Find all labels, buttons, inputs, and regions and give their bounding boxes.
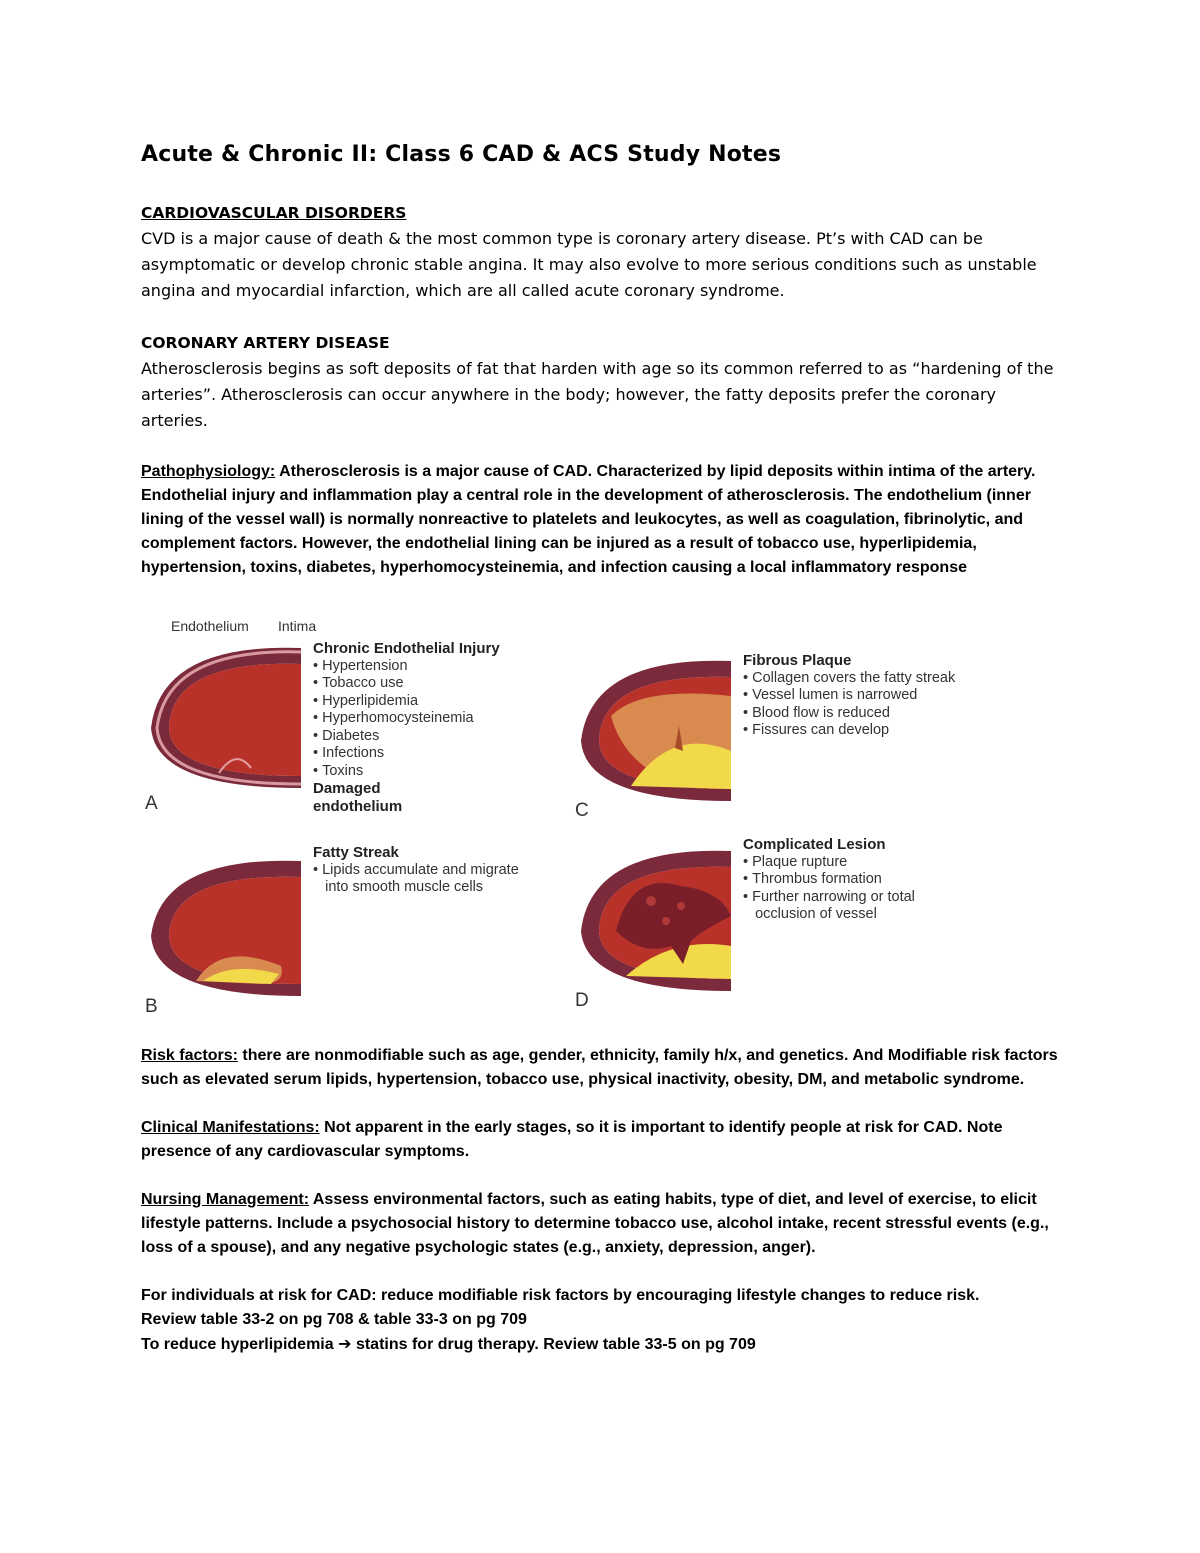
vessel-illustration-a [141,638,311,793]
list-item: • Hyperlipidemia [313,693,500,711]
at-risk-line: For individuals at risk for CAD: reduce modifiable risk factors by encouraging lifestyle changes to reduce risk. [141,1287,980,1304]
hyperlipidemia-line [141,1332,1061,1357]
panel-a-callout-line1: Damaged [313,780,381,797]
right-arrow-icon: ➔ [338,1334,352,1353]
pathophysiology-text: Atherosclerosis is a major cause of CAD. Characterized by lipid deposits within intima of the artery. Endothelial injury and inflammation play a central role in the development of atherosclerosis. The endothelium (inner lining of the vessel wall) is normally nonreactive to platelets and leukocytes, as well as coagulation, fibrinolytic, and complement factors. However, the endothelial lining can be injured as a result of tobacco use, hyperlipidemia, hypertension, toxins, diabetes, hyperhomocysteinemia, and infection causing a local inflammatory response [141,463,1036,576]
atherosclerosis-figure [141,618,1061,1018]
label-endothelium: Endothelium [171,618,249,634]
panel-letter-d: D [575,990,589,1011]
list-item: • Thrombus formation [743,871,915,889]
hyperlipidemia-text-a: To reduce hyperlipidemia [141,1336,339,1353]
section-heading-coronary-artery-disease: CORONARY ARTERY DISEASE [141,334,390,352]
list-item: • Fissures can develop [743,722,955,740]
clinical-manifestations-label: Clinical Manifestations: [141,1119,320,1136]
panel-b-title: Fatty Streak [313,844,399,861]
list-item: • Collagen covers the fatty streak [743,670,955,688]
document-title: Acute & Chronic II: Class 6 CAD & ACS Study Notes [141,142,782,167]
clinical-manifestations-text: Not apparent in the early stages, so it is important to identify people at risk for CAD. Note presence of any cardiovascular symptoms. [141,1119,1003,1160]
panel-a-title: Chronic Endothelial Injury [313,640,500,657]
list-item: • Plaque rupture [743,854,915,872]
panel-c-title: Fibrous Plaque [743,652,852,669]
list-item: • Lipids accumulate and migrate [313,862,519,880]
pathophysiology-paragraph [141,460,1061,580]
panel-b-text [313,844,519,897]
nursing-management-paragraph [141,1188,1061,1260]
list-item: • Hyperhomocysteinemia [313,710,500,728]
panel-c-list [743,670,955,740]
panel-a-list [313,658,500,781]
clinical-manifestations-paragraph [141,1116,1061,1164]
pathophysiology-label: Pathophysiology: [141,463,276,480]
panel-d-text [743,836,915,924]
document-page [141,140,1061,1357]
list-item: • Diabetes [313,728,500,746]
panel-d-list [743,854,915,924]
nursing-management-label: Nursing Management: [141,1191,310,1208]
risk-factors-label: Risk factors: [141,1047,238,1064]
panel-letter-b: B [145,996,158,1017]
section-heading-cardiovascular-disorders: CARDIOVASCULAR DISORDERS [141,204,407,222]
panel-b-list [313,862,519,897]
list-item: into smooth muscle cells [325,879,484,895]
panel-a-callout-line2: endothelium [313,797,403,815]
list-item: • Blood flow is reduced [743,705,955,723]
vessel-illustration-c [571,656,741,806]
label-intima: Intima [278,618,317,634]
review-tables-line: Review table 33-2 on pg 708 & table 33-3 on pg 709 [141,1311,527,1328]
section-body-coronary-artery-disease: Atherosclerosis begins as soft deposits of fat that harden with age so its common referred to as “hardening of the arteries”. Atherosclerosis can occur anywhere in the body; however, the fatty deposits prefer the coronary arteries. [141,359,1054,430]
section-body-cardiovascular-disorders: CVD is a major cause of death & the most common type is coronary artery disease. Pt’s with CAD can be asymptomatic or develop chronic stable angina. It may also evolve to more serious conditions such as unstable angina and myocardial infarction, which are all called acute coronary syndrome. [141,229,1037,300]
list-item: • Further narrowing or total [743,889,915,907]
risk-factors-paragraph [141,1044,1061,1092]
panel-letter-a: A [145,793,158,814]
list-item: • Infections [313,745,500,763]
nursing-management-text: Assess environmental factors, such as eating habits, type of diet, and level of exercise, to elicit lifestyle patterns. Include a psychosocial history to determine tobacco use, alcohol intake, recent stressful events (e.g., loss of a spouse), and any negative psychologic states (e.g., anxiety, depression, anger). [141,1191,1049,1256]
list-item: • Hypertension [313,658,500,676]
vessel-illustration-d [571,846,741,996]
list-item: • Tobacco use [313,675,500,693]
panel-letter-c: C [575,800,589,821]
list-item: • Vessel lumen is narrowed [743,687,955,705]
list-item: occlusion of vessel [755,906,877,922]
hyperlipidemia-text-b: statins for drug therapy. Review table 33-5 on pg 709 [351,1336,756,1353]
panel-c-text [743,652,955,740]
list-item: • Toxins [313,763,500,781]
panel-d-title: Complicated Lesion [743,836,886,853]
panel-a-text [313,640,500,815]
risk-factors-text: there are nonmodifiable such as age, gender, ethnicity, family h/x, and genetics. And Modifiable risk factors such as elevated serum lipids, hypertension, tobacco use, physical inactivity, obesity, DM, and metabolic syndrome. [141,1047,1058,1088]
vessel-illustration-b [141,856,311,1001]
